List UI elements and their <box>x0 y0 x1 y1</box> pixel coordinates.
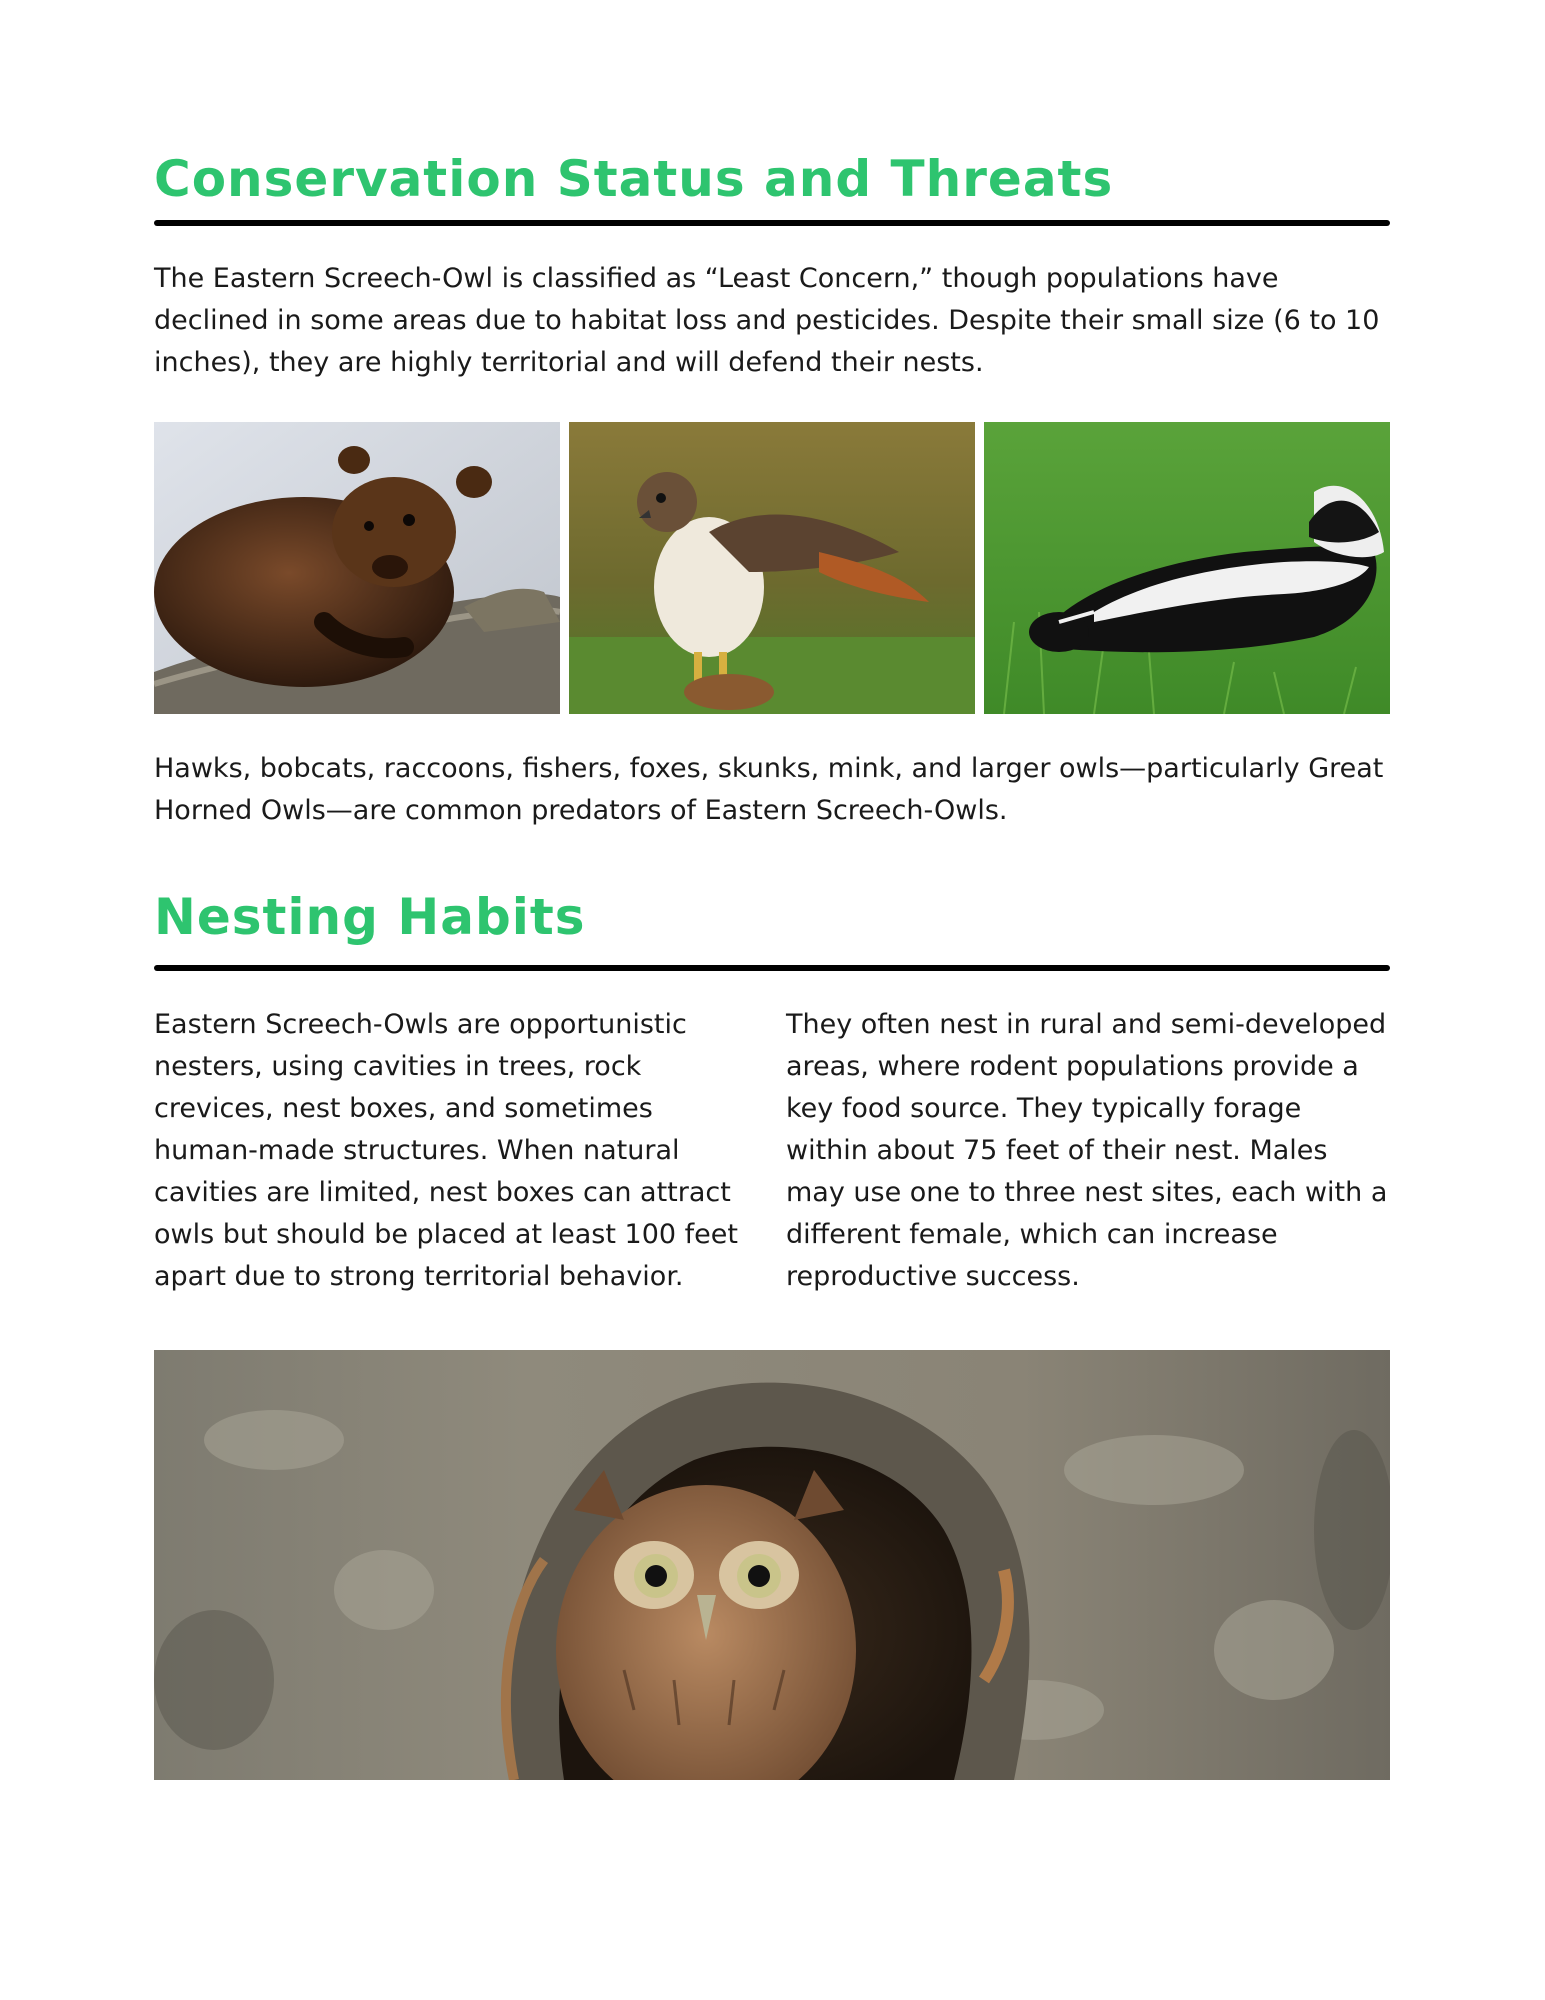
heading-divider <box>154 965 1390 971</box>
nesting-column-right: They often nest in rural and semi-developed areas, where rodent populations provide a key food source. They typically forage within about 75 feet of their nest. Males may use one to three nest sites, each with a different female, which can increase reproductive success. <box>786 1009 1388 1292</box>
conservation-heading: Conservation Status and Threats <box>154 150 1114 208</box>
skunk-photo <box>984 422 1390 714</box>
conservation-intro: The Eastern Screech-Owl is classified as “Least Concern,” though populations have declined in some areas due to habitat loss and pesticides. Despite their small size (6 to 10 inches), they are highly territorial and will defend their nests. <box>154 263 1380 378</box>
nesting-heading: Nesting Habits <box>154 888 586 946</box>
screech-owl-photo <box>154 1350 1390 1780</box>
nesting-column-left: Eastern Screech-Owls are opportunistic nesters, using cavities in trees, rock crevices, nest boxes, and sometimes human-made structures. When natural cavities are limited, nest boxes can attract owls but should be placed at least 100 feet apart due to strong territorial behavior. <box>154 1009 738 1292</box>
hawk-photo <box>569 422 975 714</box>
fisher-photo <box>154 422 560 714</box>
predators-text: Hawks, bobcats, raccoons, fishers, foxes, skunks, mink, and larger owls—particularly Great Horned Owls—are common predators of Eastern Screech-Owls. <box>154 753 1384 826</box>
heading-divider <box>154 220 1390 226</box>
